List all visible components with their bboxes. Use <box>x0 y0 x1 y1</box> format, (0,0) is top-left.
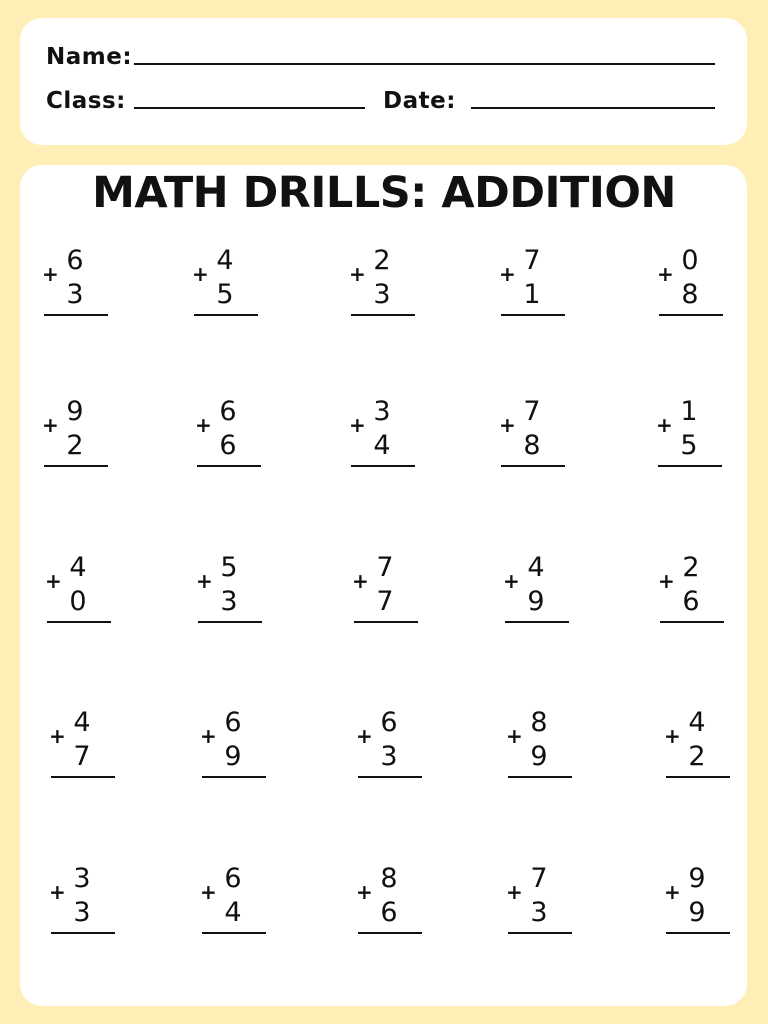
addend-top: 8 <box>380 863 398 894</box>
problem-r1-c5 <box>657 246 747 326</box>
addend-bottom: 3 <box>530 897 548 928</box>
addend-top: 3 <box>373 396 391 427</box>
addend-bottom: 5 <box>680 430 698 461</box>
problem-r1-c3 <box>349 246 439 326</box>
answer-line[interactable] <box>501 465 565 467</box>
addend-top: 1 <box>680 396 698 427</box>
addend-bottom: 3 <box>380 741 398 772</box>
problem-r4-c2 <box>200 708 290 788</box>
addend-bottom: 9 <box>527 586 545 617</box>
problem-r3-c3 <box>352 553 442 633</box>
answer-line[interactable] <box>202 932 266 934</box>
plus-sign: + <box>195 413 212 437</box>
addend-bottom: 4 <box>224 897 242 928</box>
name-field[interactable] <box>134 63 715 65</box>
answer-line[interactable] <box>51 932 115 934</box>
plus-sign: + <box>352 569 369 593</box>
header-card <box>20 18 747 145</box>
answer-line[interactable] <box>351 314 415 316</box>
addend-bottom: 5 <box>216 279 234 310</box>
date-field[interactable] <box>471 107 715 109</box>
plus-sign: + <box>200 724 217 748</box>
problem-r5-c5 <box>664 864 754 944</box>
addend-top: 6 <box>224 863 242 894</box>
class-label: Class: <box>46 88 126 114</box>
plus-sign: + <box>49 724 66 748</box>
problem-r2-c1 <box>42 397 132 477</box>
plus-sign: + <box>196 569 213 593</box>
addend-bottom: 9 <box>224 741 242 772</box>
addend-bottom: 4 <box>373 430 391 461</box>
addend-bottom: 2 <box>66 430 84 461</box>
problem-r5-c1 <box>49 864 139 944</box>
addend-bottom: 9 <box>530 741 548 772</box>
plus-sign: + <box>49 880 66 904</box>
plus-sign: + <box>45 569 62 593</box>
name-label: Name: <box>46 44 133 70</box>
addend-bottom: 6 <box>682 586 700 617</box>
addend-bottom: 3 <box>66 279 84 310</box>
plus-sign: + <box>200 880 217 904</box>
addend-top: 5 <box>220 552 238 583</box>
addend-top: 0 <box>681 245 699 276</box>
addend-bottom: 1 <box>523 279 541 310</box>
addend-bottom: 0 <box>69 586 87 617</box>
plus-sign: + <box>499 413 516 437</box>
problem-r2-c2 <box>195 397 285 477</box>
addend-bottom: 3 <box>73 897 91 928</box>
problem-r4-c1 <box>49 708 139 788</box>
addend-bottom: 8 <box>681 279 699 310</box>
answer-line[interactable] <box>354 621 418 623</box>
addend-top: 7 <box>530 863 548 894</box>
addend-top: 8 <box>530 707 548 738</box>
problem-r4-c5 <box>664 708 754 788</box>
plus-sign: + <box>42 413 59 437</box>
problem-r1-c2 <box>192 246 282 326</box>
addend-bottom: 9 <box>688 897 706 928</box>
addend-top: 6 <box>224 707 242 738</box>
problem-r2-c3 <box>349 397 439 477</box>
class-field[interactable] <box>134 107 365 109</box>
plus-sign: + <box>356 880 373 904</box>
plus-sign: + <box>658 569 675 593</box>
addend-bottom: 7 <box>376 586 394 617</box>
plus-sign: + <box>349 262 366 286</box>
addend-bottom: 3 <box>220 586 238 617</box>
answer-line[interactable] <box>660 621 724 623</box>
addend-top: 4 <box>688 707 706 738</box>
addend-top: 9 <box>688 863 706 894</box>
addend-top: 9 <box>66 396 84 427</box>
problem-r3-c4 <box>503 553 593 633</box>
addend-bottom: 6 <box>380 897 398 928</box>
answer-line[interactable] <box>51 776 115 778</box>
problem-r2-c5 <box>656 397 746 477</box>
plus-sign: + <box>506 724 523 748</box>
page-title: MATH DRILLS: ADDITION <box>92 168 676 218</box>
addend-top: 4 <box>69 552 87 583</box>
addend-top: 4 <box>527 552 545 583</box>
problem-r5-c4 <box>506 864 596 944</box>
problem-r5-c3 <box>356 864 446 944</box>
answer-line[interactable] <box>194 314 258 316</box>
answer-line[interactable] <box>666 932 730 934</box>
addend-bottom: 8 <box>523 430 541 461</box>
addend-top: 4 <box>216 245 234 276</box>
plus-sign: + <box>503 569 520 593</box>
problem-r3-c1 <box>45 553 135 633</box>
problem-r3-c2 <box>196 553 286 633</box>
answer-line[interactable] <box>501 314 565 316</box>
answer-line[interactable] <box>659 314 723 316</box>
plus-sign: + <box>356 724 373 748</box>
problem-r2-c4 <box>499 397 589 477</box>
plus-sign: + <box>657 262 674 286</box>
addend-bottom: 6 <box>219 430 237 461</box>
answer-line[interactable] <box>666 776 730 778</box>
addend-top: 7 <box>523 245 541 276</box>
plus-sign: + <box>506 880 523 904</box>
answer-line[interactable] <box>197 465 261 467</box>
addend-top: 2 <box>373 245 391 276</box>
addend-bottom: 7 <box>73 741 91 772</box>
addend-top: 7 <box>376 552 394 583</box>
answer-line[interactable] <box>358 776 422 778</box>
plus-sign: + <box>192 262 209 286</box>
problem-r1-c4 <box>499 246 589 326</box>
date-label: Date: <box>383 88 456 114</box>
problem-r4-c4 <box>506 708 596 788</box>
addend-top: 6 <box>66 245 84 276</box>
addend-top: 3 <box>73 863 91 894</box>
plus-sign: + <box>349 413 366 437</box>
plus-sign: + <box>664 724 681 748</box>
answer-line[interactable] <box>505 621 569 623</box>
addend-top: 6 <box>380 707 398 738</box>
addend-bottom: 3 <box>373 279 391 310</box>
answer-line[interactable] <box>508 776 572 778</box>
plus-sign: + <box>42 262 59 286</box>
problem-r4-c3 <box>356 708 446 788</box>
plus-sign: + <box>656 413 673 437</box>
plus-sign: + <box>499 262 516 286</box>
answer-line[interactable] <box>44 465 108 467</box>
problem-r3-c5 <box>658 553 748 633</box>
answer-line[interactable] <box>508 932 572 934</box>
answer-line[interactable] <box>44 314 108 316</box>
addend-top: 7 <box>523 396 541 427</box>
answer-line[interactable] <box>198 621 262 623</box>
answer-line[interactable] <box>47 621 111 623</box>
plus-sign: + <box>664 880 681 904</box>
answer-line[interactable] <box>358 932 422 934</box>
addend-top: 2 <box>682 552 700 583</box>
answer-line[interactable] <box>351 465 415 467</box>
addend-bottom: 2 <box>688 741 706 772</box>
problem-r1-c1 <box>42 246 132 326</box>
answer-line[interactable] <box>658 465 722 467</box>
addend-top: 4 <box>73 707 91 738</box>
answer-line[interactable] <box>202 776 266 778</box>
problem-r5-c2 <box>200 864 290 944</box>
addend-top: 6 <box>219 396 237 427</box>
